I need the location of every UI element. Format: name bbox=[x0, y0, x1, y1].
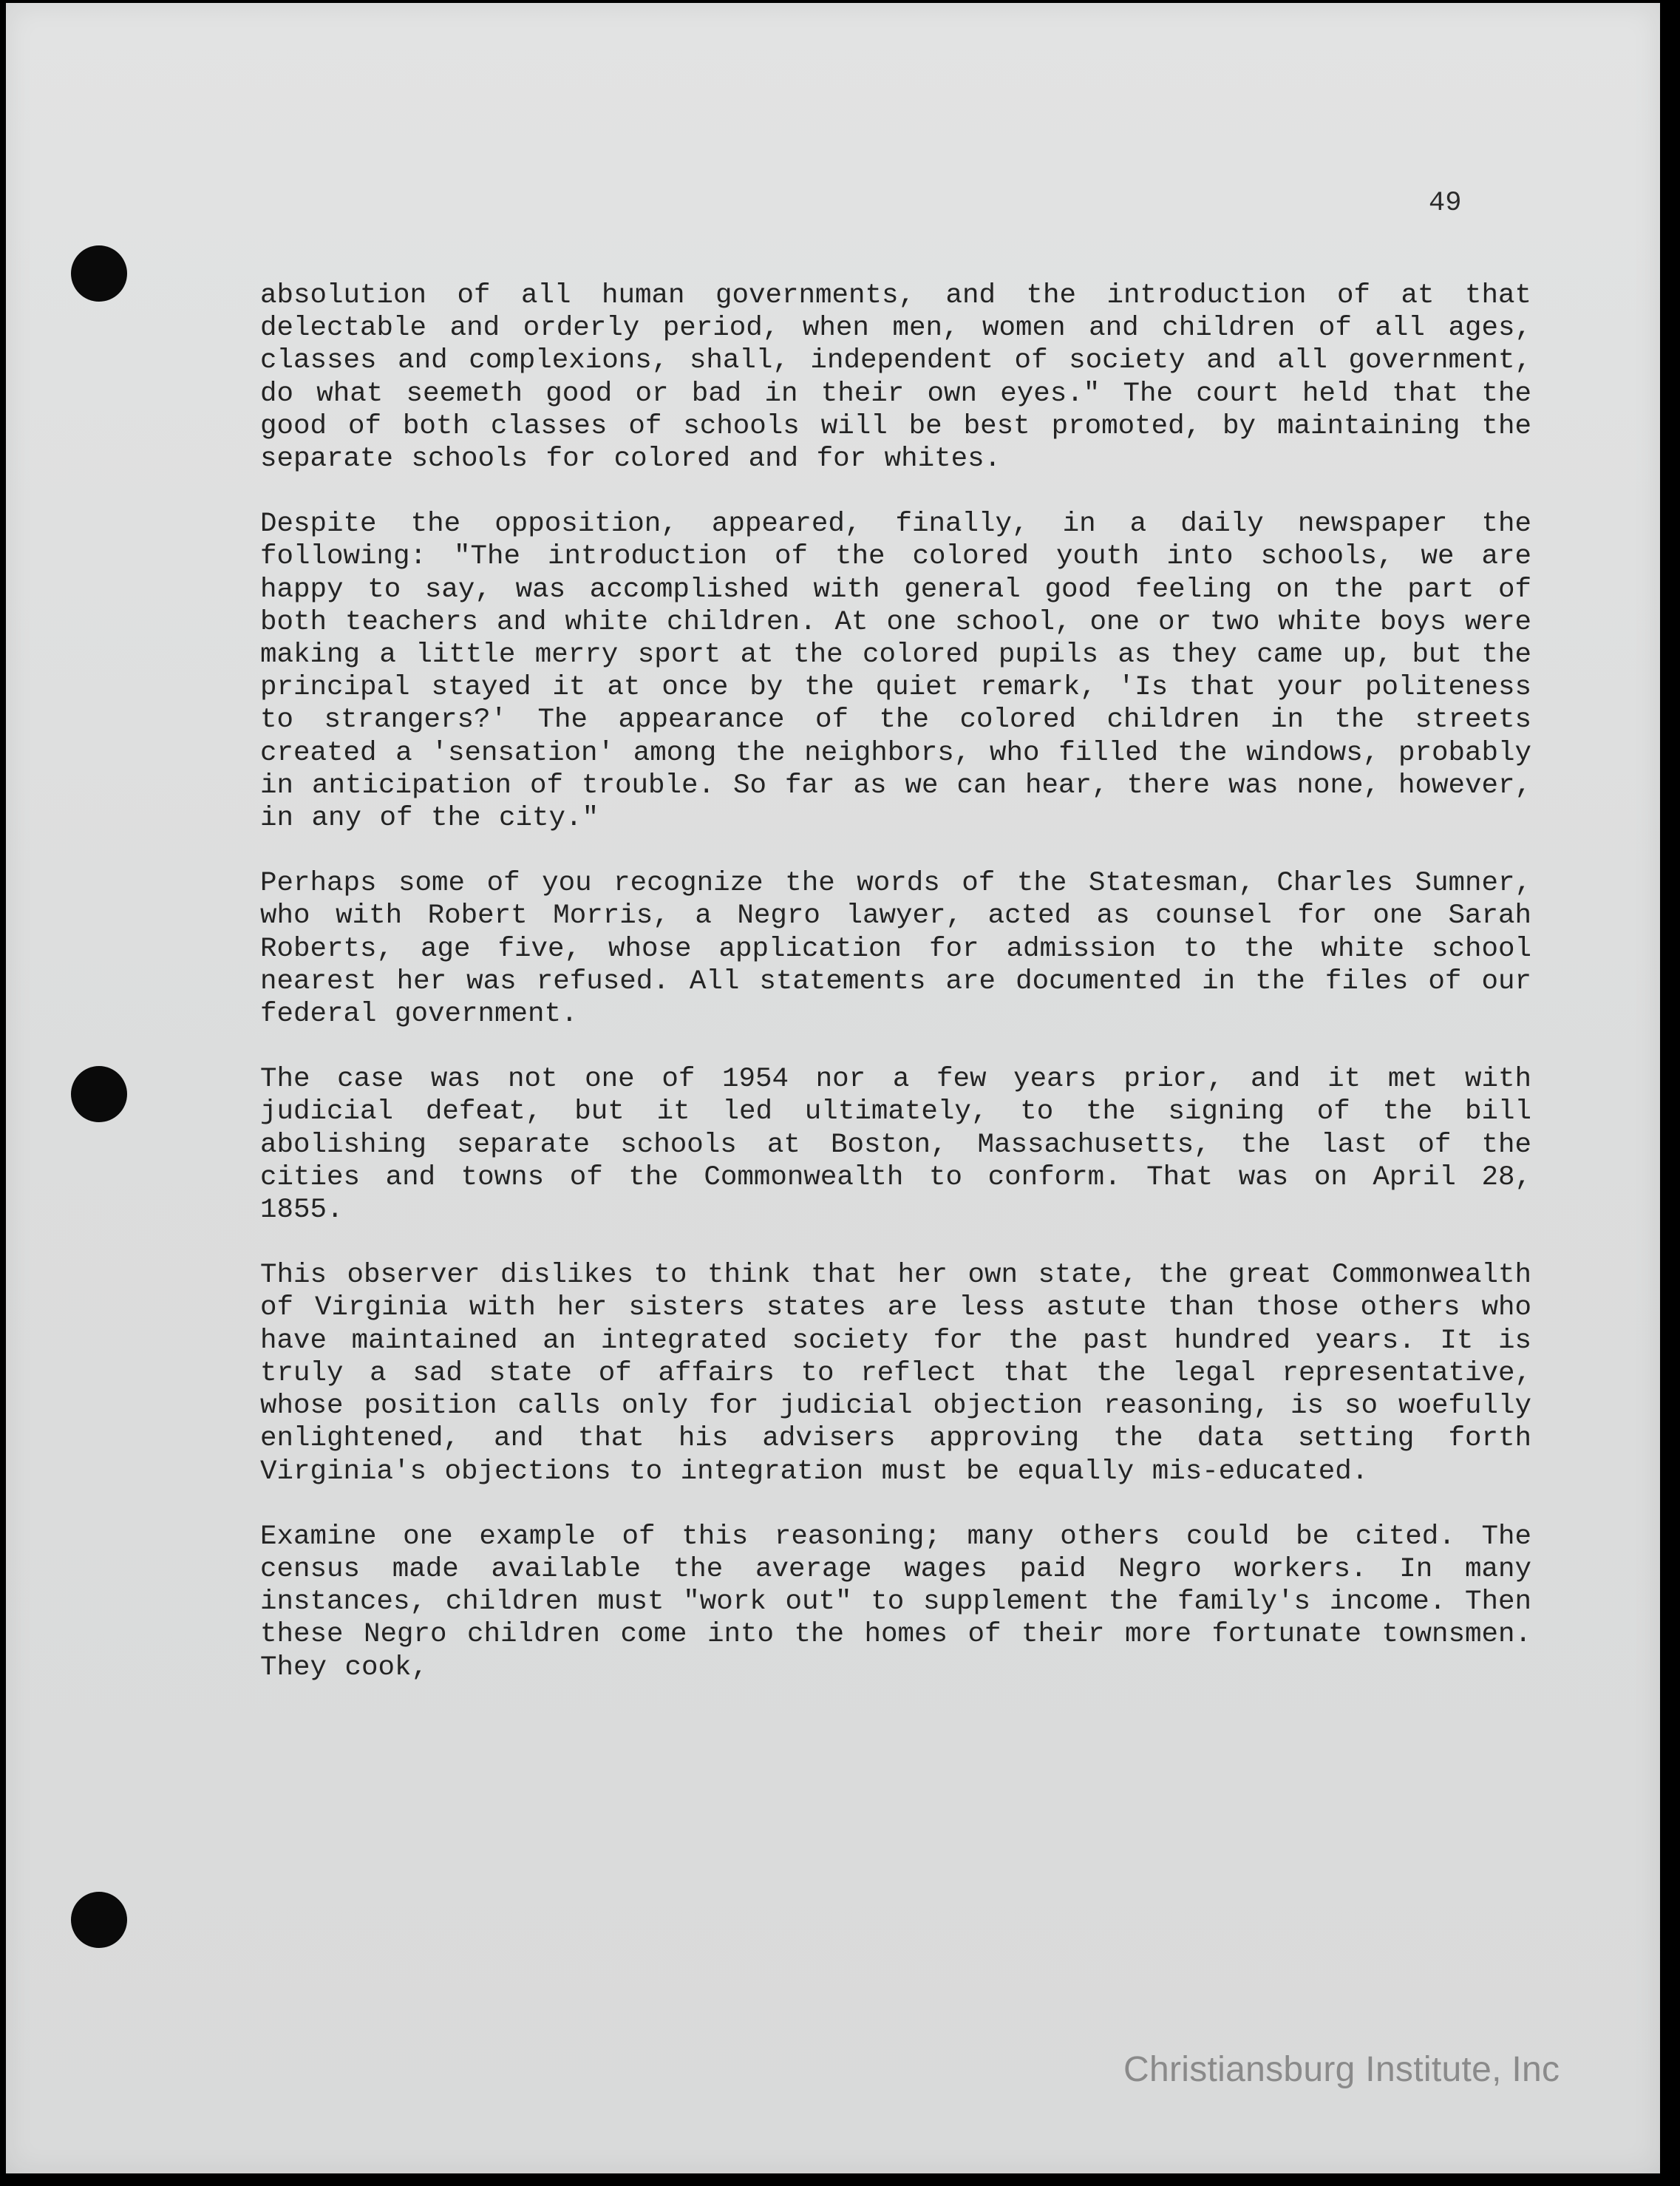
punch-hole-bottom bbox=[71, 1892, 127, 1948]
paragraph-4: The case was not one of 1954 nor a few years prior, and it met with judicial defeat, but it led ultimately, to the signing of the bill abolishing separate schools at Boston, Massachusetts, the last of the cities and towns of the Commonwealth to conform. That was on April 28, 1855. bbox=[260, 1064, 1531, 1226]
paragraph-6: Examine one example of this reasoning; many others could be cited. The census made available the average wages paid Negro workers. In many instances, children must "work out" to supplement the family's income. Then these Negro children come into the homes of their more fortunate townsmen. They cook, bbox=[260, 1521, 1531, 1683]
document-body bbox=[260, 279, 1531, 1717]
punch-hole-top bbox=[71, 245, 127, 302]
watermark-text: Christiansburg Institute, Inc bbox=[1123, 2050, 1560, 2089]
paragraph-5: This observer dislikes to think that her own state, the great Commonwealth of Virginia with her sisters states are less astute than those others who have maintained an integrated society for the past hundred years. It is truly a sad state of affairs to reflect that the legal representative, whose position calls only for judicial objection reasoning, is so woefully enlightened, and that his advisers approving the data setting forth Virginia's objections to integration must be equally mis-educated. bbox=[260, 1260, 1531, 1487]
paragraph-1: absolution of all human governments, and the introduction of at that delectable and orderly period, when men, women and children of all ages, classes and complexions, shall, independent of society and all government, do what seemeth good or bad in their own eyes." The court held that the good of both classes of schools will be best promoted, by maintaining the separate schools for colored and for whites. bbox=[260, 280, 1531, 475]
paragraph-3: Perhaps some of you recognize the words of the Statesman, Charles Sumner, who with Robert Morris, a Negro lawyer, acted as counsel for one Sarah Roberts, age five, whose application for admission to the white school nearest her was refused. All statements are documented in the files of our federal government. bbox=[260, 868, 1531, 1031]
paragraph-2: Despite the opposition, appeared, finally, in a daily newspaper the following: "The introduction of the colored youth into schools, we are happy to say, was accomplished with general good feeling on the part of both teachers and white children. At one school, one or two white boys were making a little merry sport at the colored pupils as they came up, but the principal stayed it at once by the quiet remark, 'Is that your politeness to strangers?' The appearance of the colored children in the streets created a 'sensation' among the neighbors, who filled the windows, probably in anticipation of trouble. So far as we can hear, there was none, however, in any of the city." bbox=[260, 509, 1531, 835]
paper-sheet bbox=[6, 3, 1660, 2173]
page-number: 49 bbox=[1429, 188, 1462, 219]
punch-hole-middle bbox=[71, 1066, 127, 1122]
